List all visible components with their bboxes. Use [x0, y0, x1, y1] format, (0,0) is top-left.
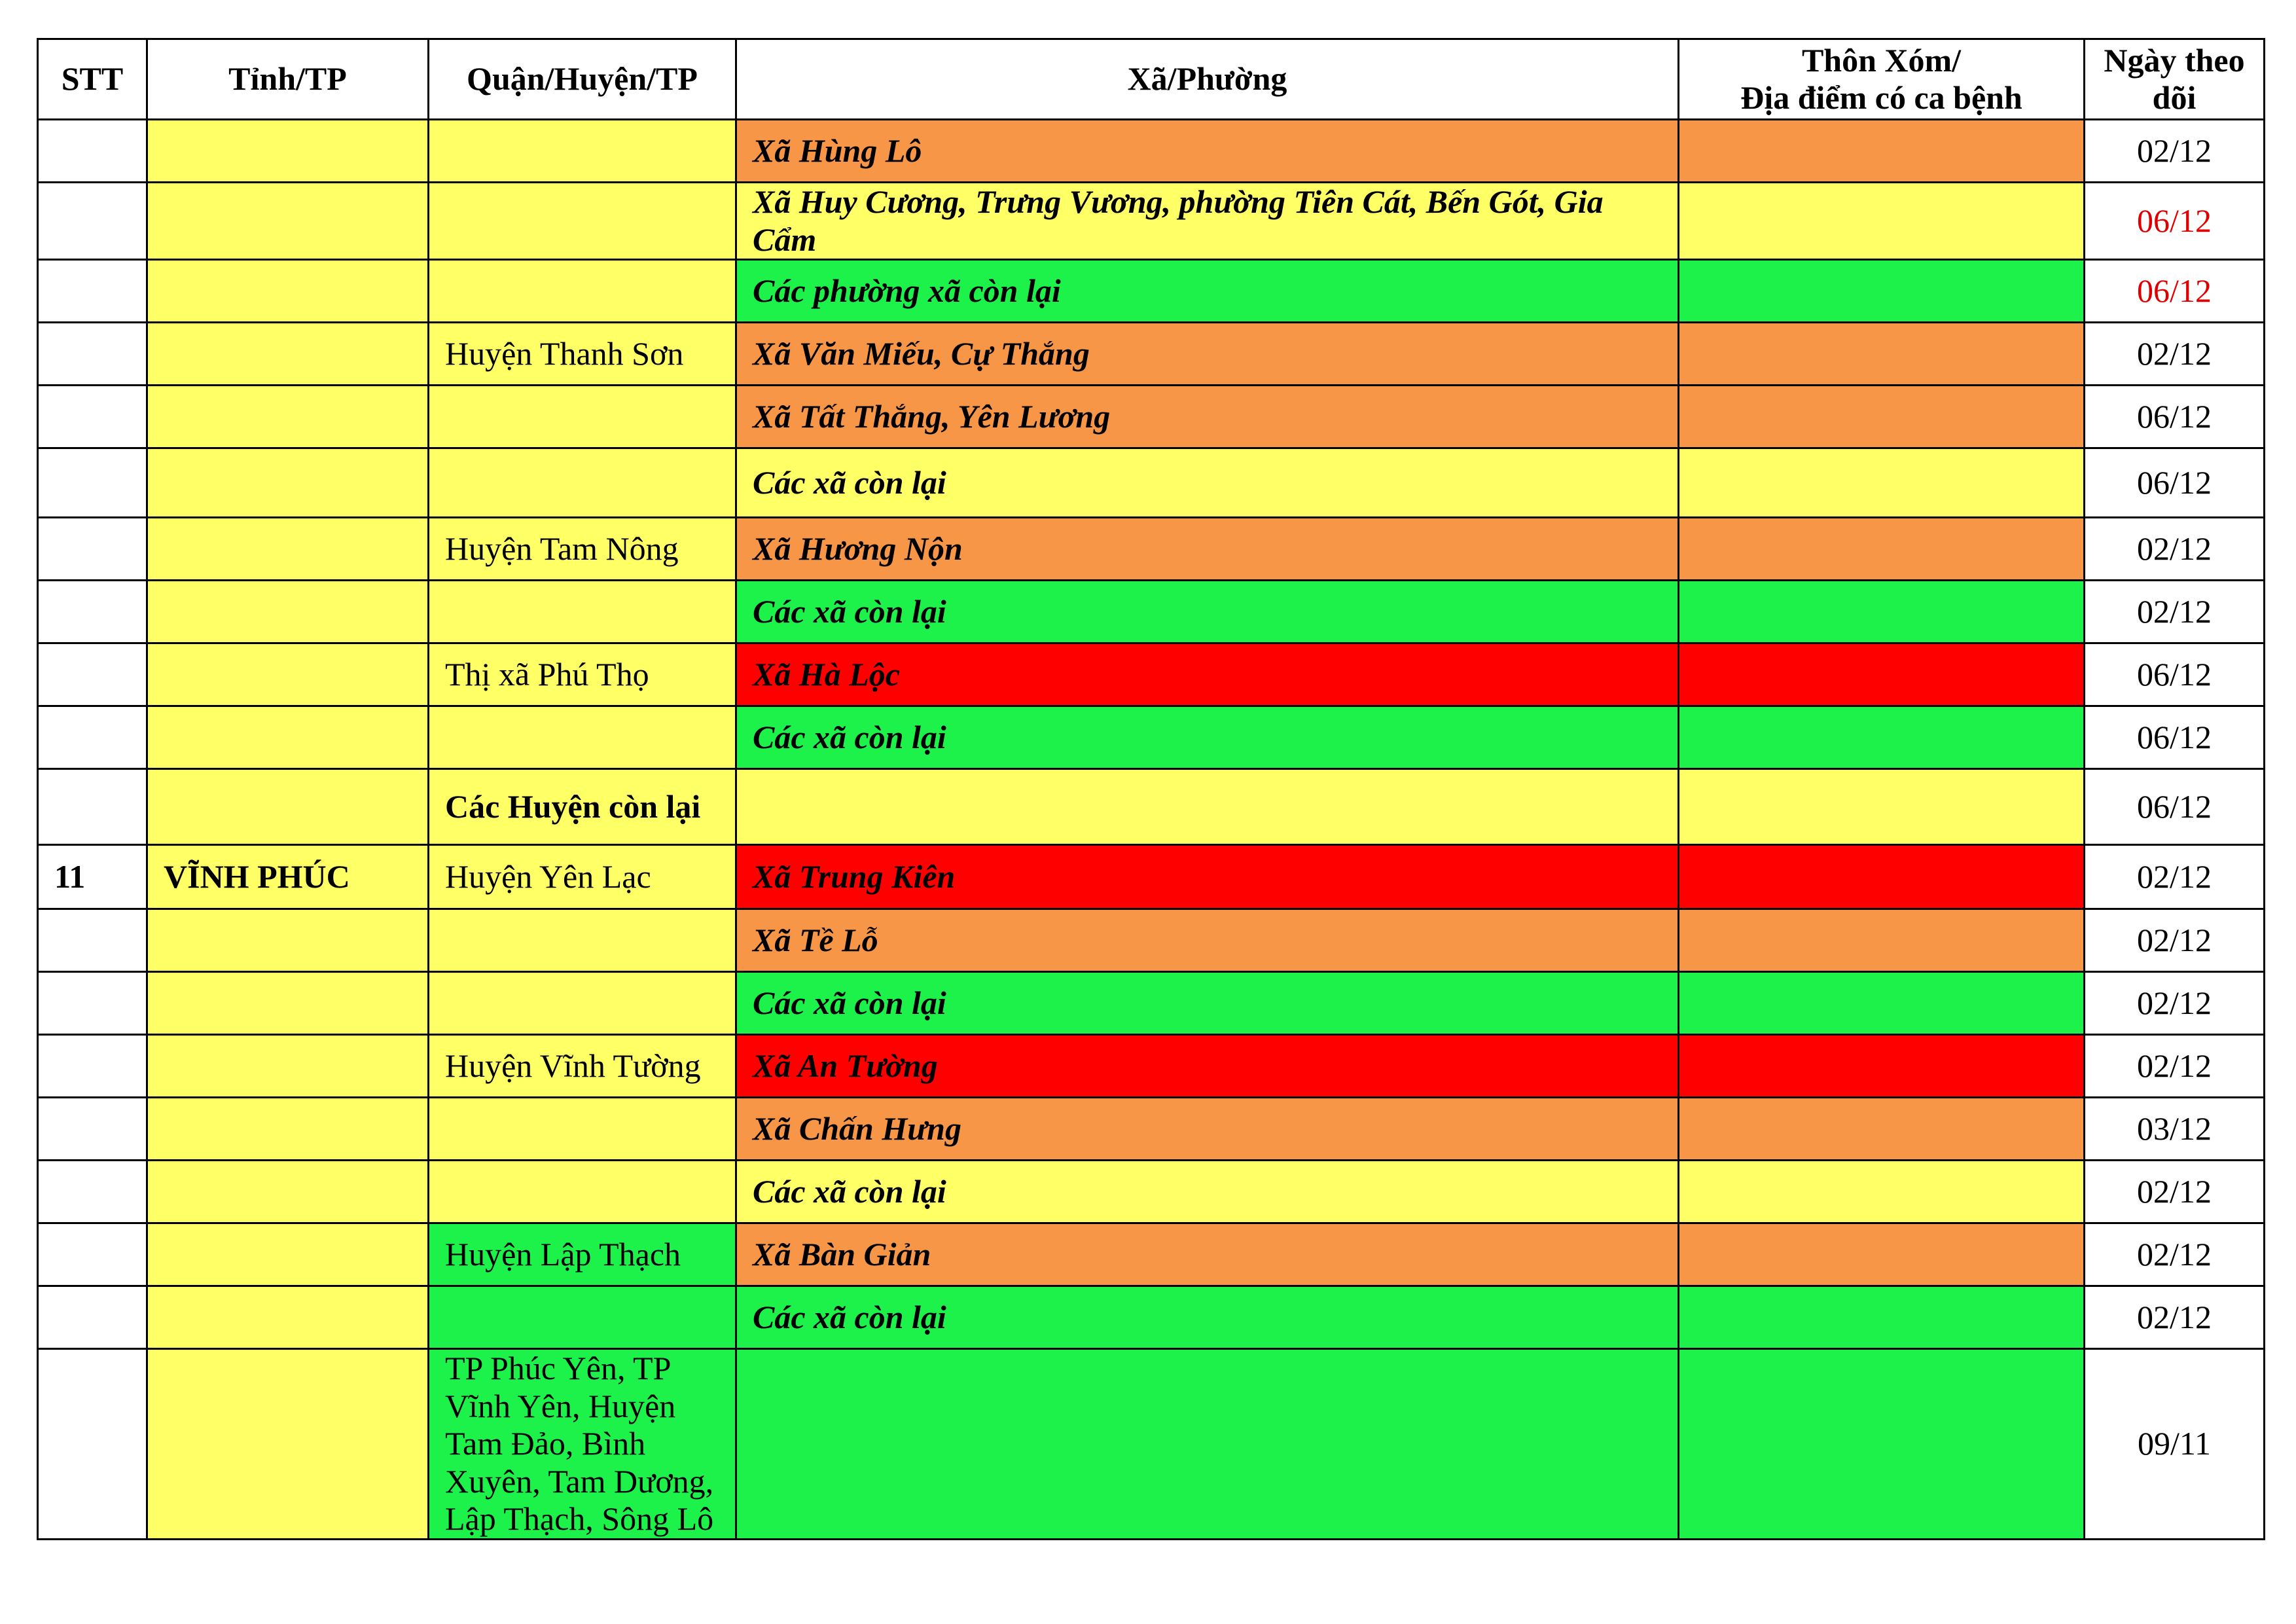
stt-cell [38, 769, 147, 845]
header-village-line1: Thôn Xóm/ [1801, 41, 1962, 79]
district-cell: Các Huyện còn lại [429, 769, 736, 845]
date-cell: 06/12 [2085, 448, 2265, 518]
date-cell: 02/12 [2085, 909, 2265, 972]
village-cell [1679, 972, 2085, 1035]
stt-cell [38, 323, 147, 386]
table-row [38, 1098, 2265, 1161]
header-date-line2: dõi [2152, 79, 2197, 116]
village-cell [1679, 323, 2085, 386]
ward-cell: Các xã còn lại [736, 972, 1679, 1035]
ward-cell: Các xã còn lại [736, 448, 1679, 518]
province-cell [147, 1161, 429, 1223]
ward-cell: Xã An Tường [736, 1035, 1679, 1098]
date-cell: 06/12 [2085, 643, 2265, 706]
district-cell: TP Phúc Yên, TP Vĩnh Yên, Huyện Tam Đảo, Bình Xuyên, Tam Dương, Lập Thạch, Sông Lô [429, 1349, 736, 1540]
district-cell [429, 706, 736, 769]
ward-cell: Xã Hùng Lô [736, 120, 1679, 183]
stt-cell [38, 1349, 147, 1540]
village-cell [1679, 260, 2085, 323]
table-body [38, 120, 2265, 1540]
table-row [38, 1161, 2265, 1223]
ward-cell: Các xã còn lại [736, 706, 1679, 769]
district-cell [429, 386, 736, 448]
date-cell: 02/12 [2085, 845, 2265, 909]
province-cell [147, 581, 429, 643]
district-cell [429, 909, 736, 972]
village-cell [1679, 518, 2085, 581]
ward-cell: Xã Văn Miếu, Cự Thắng [736, 323, 1679, 386]
date-cell: 02/12 [2085, 581, 2265, 643]
table-header [38, 39, 2265, 120]
village-cell [1679, 1098, 2085, 1161]
header-date-line1: Ngày theo [2104, 41, 2245, 79]
date-cell: 06/12 [2085, 183, 2265, 260]
village-cell [1679, 1286, 2085, 1349]
district-cell [429, 1286, 736, 1349]
district-cell [429, 1098, 736, 1161]
header-date [2085, 39, 2265, 120]
village-cell [1679, 1223, 2085, 1286]
ward-cell: Các xã còn lại [736, 1286, 1679, 1349]
province-cell [147, 448, 429, 518]
header-ward: Xã/Phường [736, 39, 1679, 120]
table-row [38, 769, 2265, 845]
village-cell [1679, 769, 2085, 845]
district-cell: Huyện Thanh Sơn [429, 323, 736, 386]
province-cell [147, 386, 429, 448]
province-cell [147, 769, 429, 845]
province-cell [147, 972, 429, 1035]
date-cell: 09/11 [2085, 1349, 2265, 1540]
ward-cell: Xã Hương Nộn [736, 518, 1679, 581]
date-cell: 02/12 [2085, 1223, 2265, 1286]
district-cell [429, 581, 736, 643]
stt-cell [38, 260, 147, 323]
province-cell [147, 1223, 429, 1286]
ward-cell: Xã Tề Lỗ [736, 909, 1679, 972]
district-cell: Huyện Vĩnh Tường [429, 1035, 736, 1098]
table-row [38, 323, 2265, 386]
table-row [38, 909, 2265, 972]
village-cell [1679, 909, 2085, 972]
stt-cell [38, 643, 147, 706]
stt-cell [38, 972, 147, 1035]
ward-cell: Xã Huy Cương, Trưng Vương, phường Tiên Cát, Bến Gót, Gia Cẩm [736, 183, 1679, 260]
village-cell [1679, 1349, 2085, 1540]
province-cell [147, 323, 429, 386]
village-cell [1679, 183, 2085, 260]
ward-cell: Xã Chấn Hưng [736, 1098, 1679, 1161]
stt-cell [38, 448, 147, 518]
district-cell: Huyện Lập Thạch [429, 1223, 736, 1286]
table-row [38, 120, 2265, 183]
monitoring-table [37, 38, 2265, 1540]
table-row [38, 1349, 2265, 1540]
village-cell [1679, 706, 2085, 769]
province-cell [147, 1098, 429, 1161]
header-province: Tỉnh/TP [147, 39, 429, 120]
date-cell: 03/12 [2085, 1098, 2265, 1161]
village-cell [1679, 1161, 2085, 1223]
village-cell [1679, 643, 2085, 706]
province-cell [147, 706, 429, 769]
ward-cell [736, 1349, 1679, 1540]
stt-cell [38, 386, 147, 448]
district-cell: Thị xã Phú Thọ [429, 643, 736, 706]
province-cell [147, 260, 429, 323]
village-cell [1679, 120, 2085, 183]
header-row [38, 39, 2265, 120]
district-cell [429, 183, 736, 260]
date-cell: 02/12 [2085, 1286, 2265, 1349]
village-cell [1679, 1035, 2085, 1098]
table-row [38, 518, 2265, 581]
date-cell: 06/12 [2085, 260, 2265, 323]
stt-cell [38, 518, 147, 581]
stt-cell [38, 706, 147, 769]
district-cell [429, 260, 736, 323]
stt-cell [38, 909, 147, 972]
stt-cell [38, 120, 147, 183]
ward-cell: Các xã còn lại [736, 1161, 1679, 1223]
date-cell: 02/12 [2085, 120, 2265, 183]
date-cell: 02/12 [2085, 1161, 2265, 1223]
district-cell [429, 972, 736, 1035]
ward-cell: Xã Hà Lộc [736, 643, 1679, 706]
date-cell: 06/12 [2085, 706, 2265, 769]
ward-cell [736, 769, 1679, 845]
stt-cell [38, 183, 147, 260]
table-row [38, 706, 2265, 769]
table-row [38, 1223, 2265, 1286]
stt-cell [38, 1223, 147, 1286]
village-cell [1679, 386, 2085, 448]
table-row [38, 581, 2265, 643]
province-cell [147, 518, 429, 581]
table-row [38, 972, 2265, 1035]
district-cell [429, 1161, 736, 1223]
stt-cell [38, 581, 147, 643]
header-village [1679, 39, 2085, 120]
ward-cell: Xã Tất Thắng, Yên Lương [736, 386, 1679, 448]
district-cell: Huyện Yên Lạc [429, 845, 736, 909]
village-cell [1679, 845, 2085, 909]
date-cell: 06/12 [2085, 386, 2265, 448]
date-cell: 06/12 [2085, 769, 2265, 845]
province-cell [147, 1349, 429, 1540]
province-cell [147, 643, 429, 706]
date-cell: 02/12 [2085, 1035, 2265, 1098]
province-cell [147, 120, 429, 183]
header-district: Quận/Huyện/TP [429, 39, 736, 120]
village-cell [1679, 581, 2085, 643]
stt-cell [38, 1161, 147, 1223]
ward-cell: Các phường xã còn lại [736, 260, 1679, 323]
district-cell [429, 448, 736, 518]
table-row [38, 1286, 2265, 1349]
district-cell [429, 120, 736, 183]
province-cell [147, 1035, 429, 1098]
district-cell: Huyện Tam Nông [429, 518, 736, 581]
province-cell: VĨNH PHÚC [147, 845, 429, 909]
province-cell [147, 183, 429, 260]
table-row [38, 260, 2265, 323]
stt-cell [38, 1098, 147, 1161]
province-cell [147, 1286, 429, 1349]
date-cell: 02/12 [2085, 323, 2265, 386]
ward-cell: Xã Trung Kiên [736, 845, 1679, 909]
header-stt: STT [38, 39, 147, 120]
table-row [38, 386, 2265, 448]
ward-cell: Xã Bàn Giản [736, 1223, 1679, 1286]
stt-cell: 11 [38, 845, 147, 909]
ward-cell: Các xã còn lại [736, 581, 1679, 643]
table-row [38, 1035, 2265, 1098]
table-row [38, 643, 2265, 706]
date-cell: 02/12 [2085, 518, 2265, 581]
table-row [38, 448, 2265, 518]
table-row [38, 845, 2265, 909]
stt-cell [38, 1286, 147, 1349]
province-cell [147, 909, 429, 972]
table-row [38, 183, 2265, 260]
village-cell [1679, 448, 2085, 518]
date-cell: 02/12 [2085, 972, 2265, 1035]
header-village-line2: Địa điểm có ca bệnh [1740, 79, 2022, 116]
stt-cell [38, 1035, 147, 1098]
